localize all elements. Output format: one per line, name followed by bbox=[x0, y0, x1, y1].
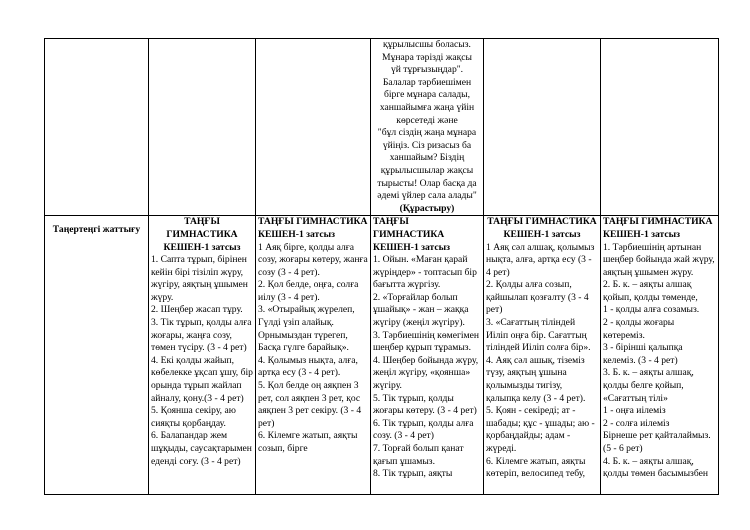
exercise-header: ТАҢҒЫ ГИМНАСТИКА КЕШЕН-1 затсыз bbox=[603, 216, 713, 240]
exercise-header: ТАҢҒЫ ГИМНАСТИКА КЕШЕН-1 затсыз bbox=[163, 216, 241, 253]
exercise-item: 5. Қоян - секіреді; ат - шабады; құс - ұшады; аю - қорбаңдайды; адам - жүреді. bbox=[486, 405, 595, 454]
exercise-item: 5. Қоянша секіру, аю сияқты қорбаңдау. bbox=[151, 405, 236, 429]
activity-type-label: (Құрастыру) bbox=[399, 202, 455, 214]
exercise-item: 1 - қолды алға созамыз. bbox=[603, 304, 700, 316]
table-cell bbox=[45, 39, 149, 216]
exercise-item: 4. Шеңбер бойында жүру, жеңіл жүгіру, «қоянша» жүгіру. bbox=[373, 354, 479, 392]
exercise-item: 2. Б. к. – аяқты алшақ қойып, қолды төменде, bbox=[603, 279, 698, 303]
text-line: құрылысшылар жақсы bbox=[380, 164, 474, 176]
exercise-item: 2 - қолды жоғары көтереміз. bbox=[603, 317, 675, 341]
exercise-header: ТАҢҒЫ ГИМНАСТИКА КЕШЕН-1 затсыз bbox=[258, 216, 368, 240]
text-line: "бұл сіздің жаңа мұнара bbox=[377, 127, 477, 139]
row-label: Таңертеңгі жаттығу bbox=[45, 216, 149, 495]
text-line: Мұнара тәрізді жақсы bbox=[382, 51, 472, 63]
plan-table bbox=[44, 38, 719, 495]
text-line: үй тұрғызыңдар". bbox=[390, 64, 464, 76]
exercise-item: 4. Аяқ сәл ашық, тіземіз түзу, аяқтың ұшына қолымызды тигізу, қалыпқа келу (3 - 4 рет). bbox=[486, 354, 586, 404]
exercise-item: 2. Қол белде, оңға, солға иілу (3 - 4 рет). bbox=[258, 279, 359, 303]
day-cell-1 bbox=[149, 216, 256, 495]
table-cell bbox=[601, 39, 719, 216]
exercise-item: 3. «Сағаттың тіліндей Иіліп оңға бір. Сағаттың тіліндей Иіліп солға бір». bbox=[486, 317, 591, 354]
text-line: ханшайымға жаңа үйін bbox=[379, 101, 475, 113]
exercise-item: 4. Б. к. – аяқты алшақ, қолды төмен басымызбен bbox=[603, 455, 708, 480]
exercise-item: 4. Қолымыз нықта, алға, артқа есу (3 - 4 рет). bbox=[258, 354, 358, 379]
exercise-item: 5. Қол белде оң аяқпен 3 рет, сол аяқпен 3 рет, қос аяқпен 3 рет секіру. (3 - 4 рет) bbox=[258, 380, 362, 429]
exercise-item: 6. Кілемге жатып, аяқты созып, бірге bbox=[258, 430, 358, 454]
exercise-item: 1. Сапта тұрып, бірінен кейін бірі тізіліп жүру, жүгіру, аяқтың ұшымен жүру. bbox=[151, 254, 248, 303]
text-line: құрылысшы боласыз. bbox=[383, 39, 471, 50]
exercise-item: 4. Екі қолды жайып, көбелекке ұқсап ұшу, бір орында тұрып жайлап айналу, қону.(3 - 4 рет) bbox=[151, 354, 253, 404]
table-cell bbox=[149, 39, 256, 216]
day-cell-5 bbox=[601, 216, 719, 495]
day-cell-3 bbox=[371, 216, 484, 495]
text-line: ханшайым? Біздің bbox=[389, 152, 465, 164]
exercise-item: 2. «Торғайлар болып ұшайық» - жан – жаққа жүгіру (жеңіл жүгіру). bbox=[373, 291, 469, 329]
table-cell bbox=[256, 39, 371, 216]
text-line: әдемі үйлер сала алады" bbox=[377, 190, 477, 202]
exercise-item: 1 Аяқ бірге, қолды алға созу, жоғары көтеру, жанға созу (3 - 4 рет). bbox=[258, 241, 368, 278]
exercise-header: ТАҢҒЫ ГИМНАСТИКА КЕШЕН-1 затсыз bbox=[487, 216, 597, 240]
text-line: көрсетеді және bbox=[396, 114, 458, 126]
exercise-item: 1. Тәрбиешінің артынан шеңбер бойында жай жүру, аяқтың ұшымен жүру. bbox=[603, 241, 715, 278]
day-cell-4 bbox=[484, 216, 601, 495]
exercise-item: 3 - бірінші қалыпқа келеміз. (3 - 4 рет) bbox=[603, 342, 683, 366]
exercise-item: 6. Тік тұрып, қолды алға созу. (3 - 4 рет) bbox=[373, 417, 474, 442]
text-line: тырысты! Олар басқа да bbox=[377, 177, 477, 189]
day-cell-2 bbox=[256, 216, 371, 495]
exercise-item: 1 Аяқ сәл алшақ, қолымыз нықта, алға, артқа есу (3 - 4 рет) bbox=[486, 241, 595, 278]
exercise-item: 1. Ойын. «Маған қарай жүріңдер» - топтасып бір бағытта жүргізу. bbox=[373, 254, 477, 291]
text-line: бірге мұнара салады, bbox=[383, 89, 470, 101]
exercise-item: 3. Тәрбиешінің көмегімен шеңбер құрып тұрамыз. bbox=[373, 329, 480, 354]
table-row bbox=[45, 216, 719, 495]
exercise-header: ТАҢҒЫ ГИМНАСТИКА КЕШЕН-1 затсыз bbox=[373, 216, 450, 253]
exercise-item: 6. Кілемге жатып, аяқты көтеріп, велосипед тебу, bbox=[486, 455, 586, 480]
exercise-item: 6. Балапандар жем шұқыды, саусақтарымен еденді соғу. (3 - 4 рет) bbox=[151, 430, 252, 467]
exercise-item: 1 - оңға иілеміз bbox=[603, 405, 666, 417]
exercise-item: 5. Тік тұрып, қолды жоғары көтеру. (3 - 4 рет) bbox=[373, 392, 477, 417]
text-line: Балалар тәрбиешімен bbox=[382, 76, 472, 88]
exercise-item: 8. Тік тұрып, аяқты bbox=[373, 468, 453, 480]
table-cell bbox=[484, 39, 601, 216]
exercise-item: Бірнеше рет қайталаймыз.(5 - 6 рет) bbox=[603, 430, 711, 454]
exercise-item: 3. Тік тұрып, қолды алға жоғары, жаңға созу, төмен түсіру. (3 - 4 рет) bbox=[151, 317, 252, 354]
text-line: үйіңіз. Сіз ризасыз ба bbox=[382, 139, 472, 151]
exercise-item: 2. Қолды алға созып, қайшылап қозғалту (3 - 4 рет) bbox=[486, 279, 589, 316]
exercise-item: 3. «Отырайық жүрелеп, Гүлді үзіп алайық. Орнымыздан түрегеп, Басқа гүлге барайық». bbox=[258, 304, 355, 354]
exercise-item: 2 - солға иілеміз bbox=[603, 417, 670, 429]
exercise-item: 7. Торғай болып қанат қағып ұшамыз. bbox=[373, 443, 464, 467]
table-row bbox=[45, 39, 719, 216]
exercise-item: 2. Шеңбер жасап тұру. bbox=[151, 304, 243, 316]
exercise-item: 3. Б. к. – аяқты алшақ, қолды белге қойып, «Сағаттың тілі» bbox=[603, 367, 694, 404]
table-cell-continuation bbox=[371, 39, 484, 216]
